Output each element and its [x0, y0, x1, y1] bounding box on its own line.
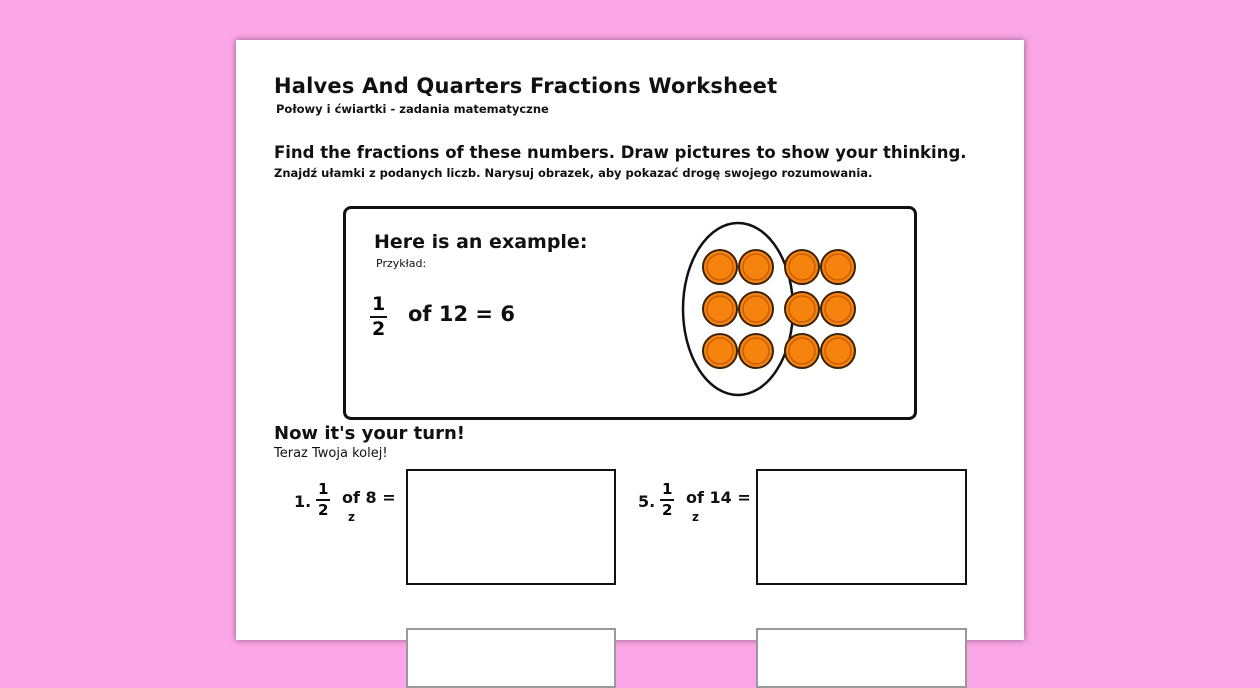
counter-8	[821, 292, 855, 326]
question-5-number: 5.	[638, 492, 656, 511]
question-2-answer-box[interactable]	[406, 628, 616, 688]
counter-1	[703, 250, 737, 284]
your-turn-heading: Now it's your turn!	[274, 423, 465, 444]
example-heading-polish: Przykład:	[376, 257, 427, 270]
example-fraction	[370, 295, 387, 339]
counters-illustration	[676, 221, 886, 401]
question-1-answer-box[interactable]	[406, 469, 616, 585]
instructions-polish: Znajdź ułamki z podanych liczb. Narysuj obrazek, aby pokazać drogę swojego rozumowania.	[274, 166, 873, 180]
question-1-text: of 8 =	[342, 488, 396, 507]
question-1-number: 1.	[294, 492, 312, 511]
question-1-z: z	[348, 510, 355, 524]
counter-12	[821, 334, 855, 368]
counter-6	[739, 292, 773, 326]
question-5-answer-box[interactable]	[756, 469, 967, 585]
counter-2	[739, 250, 773, 284]
question-1-denominator: 2	[318, 501, 329, 519]
counter-9	[703, 334, 737, 368]
question-6-answer-box[interactable]	[756, 628, 967, 688]
counter-10	[739, 334, 773, 368]
counter-7	[785, 292, 819, 326]
your-turn-heading-polish: Teraz Twoja kolej!	[274, 446, 388, 461]
worksheet-page	[236, 40, 1024, 640]
counter-11	[785, 334, 819, 368]
example-denominator: 2	[372, 318, 386, 340]
worksheet-subtitle: Połowy i ćwiartki - zadania matematyczne	[276, 102, 549, 116]
question-1-fraction	[316, 482, 330, 518]
question-5-fraction	[660, 482, 674, 518]
worksheet-title: Halves And Quarters Fractions Worksheet	[274, 74, 778, 98]
counter-3	[785, 250, 819, 284]
question-5-denominator: 2	[662, 501, 673, 519]
counter-4	[821, 250, 855, 284]
example-box	[343, 206, 917, 420]
example-numerator: 1	[372, 293, 386, 315]
example-expression: of 12 = 6	[408, 302, 515, 326]
question-5-z: z	[692, 510, 699, 524]
example-heading: Here is an example:	[374, 231, 588, 253]
question-1-numerator: 1	[318, 480, 329, 498]
question-5-text: of 14 =	[686, 488, 751, 507]
counter-5	[703, 292, 737, 326]
instructions: Find the fractions of these numbers. Draw pictures to show your thinking.	[274, 143, 967, 162]
question-5-numerator: 1	[662, 480, 673, 498]
